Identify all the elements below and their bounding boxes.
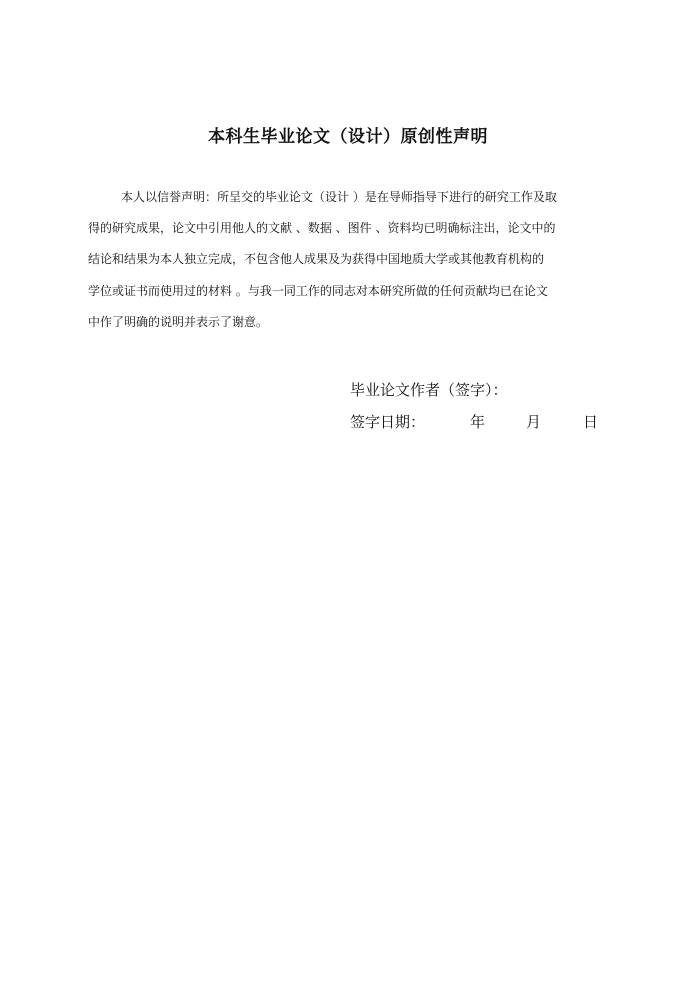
date-month-label: 月 bbox=[526, 413, 542, 431]
body-line-1: 本人以信誉声明：所呈交的毕业论文（设计 ）是在导师指导下进行的研究工作及取 bbox=[121, 190, 557, 204]
signature-date-label: 签字日期： bbox=[350, 413, 426, 431]
declaration-title: 本科生毕业论文（设计）原创性声明 bbox=[208, 127, 488, 147]
author-signature-label: 毕业论文作者（签字）： bbox=[350, 381, 508, 399]
body-line-2: 得的研究成果，论文中引用他人的文献 、数据 、图件 、资料均已明确标注出，论文中的 bbox=[88, 221, 556, 236]
body-line-3: 结论和结果为本人独立完成，不包含他人成果及为获得中国地质大学或其他教育机构的 bbox=[88, 252, 545, 267]
body-line-5: 中作了明确的说明并表示了谢意。 bbox=[88, 314, 269, 329]
date-year-label: 年 bbox=[470, 413, 486, 431]
declaration-body bbox=[88, 182, 608, 338]
body-line-4: 学位或证书而使用过的材料 。与我一同工作的同志对本研究所做的任何贡献均已在论文 bbox=[88, 283, 548, 298]
date-day-label: 日 bbox=[583, 413, 599, 431]
